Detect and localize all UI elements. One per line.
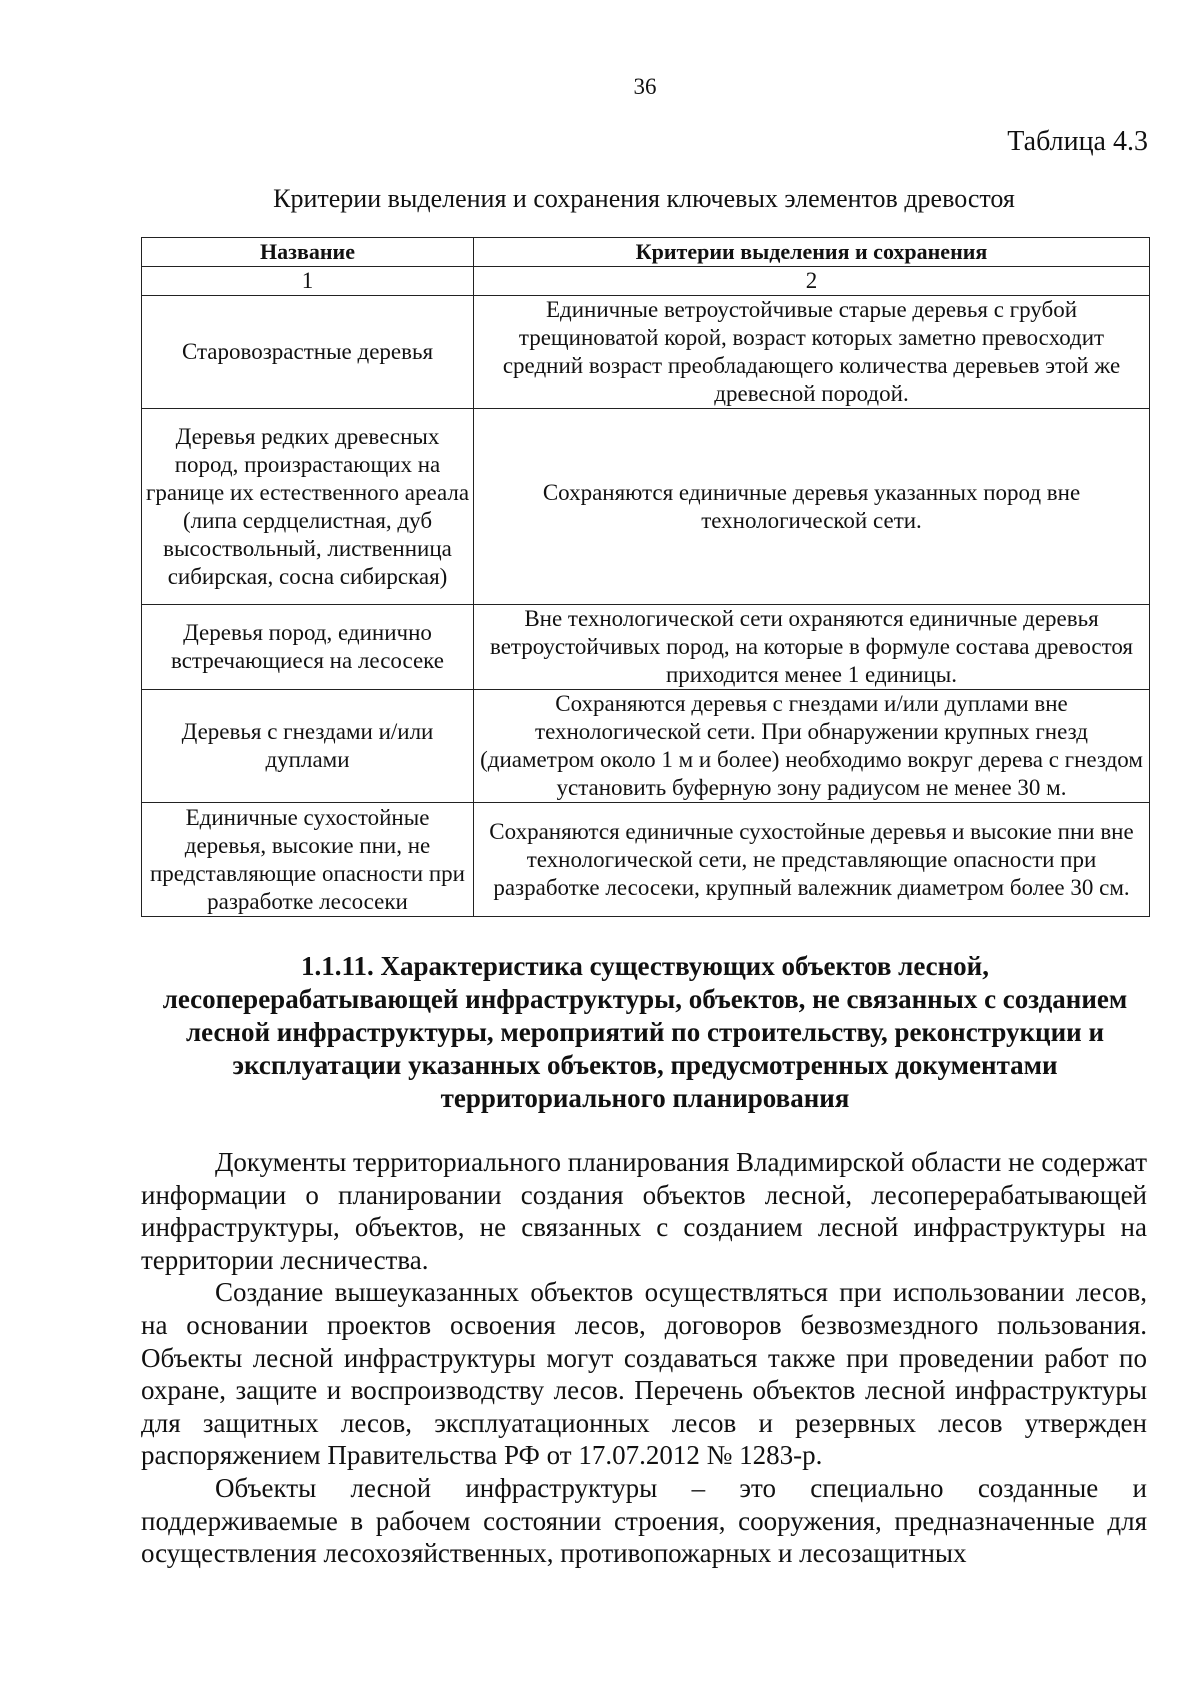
row-criteria-cell: Единичные ветроустойчивые старые деревья с грубой трещиноватой корой, возраст которых заметно превосходит средний возраст преобладающего количества деревьев этой же древесной породой.: [474, 296, 1150, 409]
body-text: [141, 1146, 1147, 1570]
column-number-2: 2: [474, 267, 1150, 296]
table-label: Таблица 4.3: [1007, 126, 1148, 157]
section-heading: 1.1.11. Характеристика существующих объектов лесной, лесоперерабатывающей инфраструктуры, объектов, не связанных с созданием лесной инфраструктуры, мероприятий по строительству, реконструкции и эксплуатации указанных объектов, предусмотренных документами территориального планирования: [162, 951, 1128, 1113]
row-criteria-cell: Вне технологической сети охраняются единичные деревья ветроустойчивых пород, на которые в формуле состава древостоя приходится менее 1 единицы.: [474, 605, 1150, 690]
table-row: [142, 409, 1150, 605]
paragraph: Создание вышеуказанных объектов осуществляться при использовании лесов, на основании проектов освоения лесов, договоров безвозмездного пользования. Объекты лесной инфраструктуры могут создаваться также при проведении работ по охране, защите и воспроизводству лесов. Перечень объектов лесной инфраструктуры для защитных лесов, эксплуатационных лесов и резервных лесов утвержден распоряжением Правительства РФ от 17.07.2012 № 1283-р.: [141, 1277, 1147, 1471]
table-header-row: [142, 238, 1150, 267]
header-criteria: Критерии выделения и сохранения: [474, 238, 1150, 267]
column-number-1: 1: [142, 267, 474, 296]
table-row: [142, 296, 1150, 409]
column-number-row: [142, 267, 1150, 296]
row-name-cell: Единичные сухостойные деревья, высокие пни, не представляющие опасности при разработке лесосеки: [142, 803, 474, 917]
table-row: [142, 803, 1150, 917]
row-criteria-cell: Сохраняются единичные сухостойные деревья и высокие пни вне технологической сети, не представляющие опасности при разработке лесосеки, крупный валежник диаметром более 30 см.: [474, 803, 1150, 917]
page-number: 36: [633, 74, 657, 99]
table-row: [142, 605, 1150, 690]
row-criteria-cell: Сохраняются единичные деревья указанных пород вне технологической сети.: [474, 409, 1150, 605]
table-title: Критерии выделения и сохранения ключевых элементов древостоя: [273, 184, 1015, 213]
table-row: [142, 690, 1150, 803]
row-name-cell: Деревья редких древесных пород, произрастающих на границе их естественного ареала (липа сердцелистная, дуб высоствольный, лиственница сибирская, сосна сибирская): [142, 409, 474, 605]
header-name: Название: [142, 238, 474, 267]
criteria-table: [141, 237, 1150, 917]
row-name-cell: Старовозрастные деревья: [142, 296, 474, 409]
row-criteria-cell: Сохраняются деревья с гнездами и/или дуплами вне технологической сети. При обнаружении крупных гнезд (диаметром около 1 м и более) необходимо вокруг дерева с гнездом установить буферную зону радиусом не менее 30 м.: [474, 690, 1150, 803]
paragraph: Объекты лесной инфраструктуры – это специально созданные и поддерживаемые в рабочем состоянии строения, сооружения, предназначенные для осуществления лесохозяйственных, противопожарных и лесозащитных: [141, 1472, 1147, 1569]
paragraph: Документы территориального планирования Владимирской области не содержат информации о планировании создания объектов лесной, лесоперерабатывающей инфраструктуры, объектов, не связанных с созданием лесной инфраструктуры на территории лесничества.: [141, 1147, 1147, 1275]
row-name-cell: Деревья пород, единично встречающиеся на лесосеке: [142, 605, 474, 690]
row-name-cell: Деревья с гнездами и/или дуплами: [142, 690, 474, 803]
